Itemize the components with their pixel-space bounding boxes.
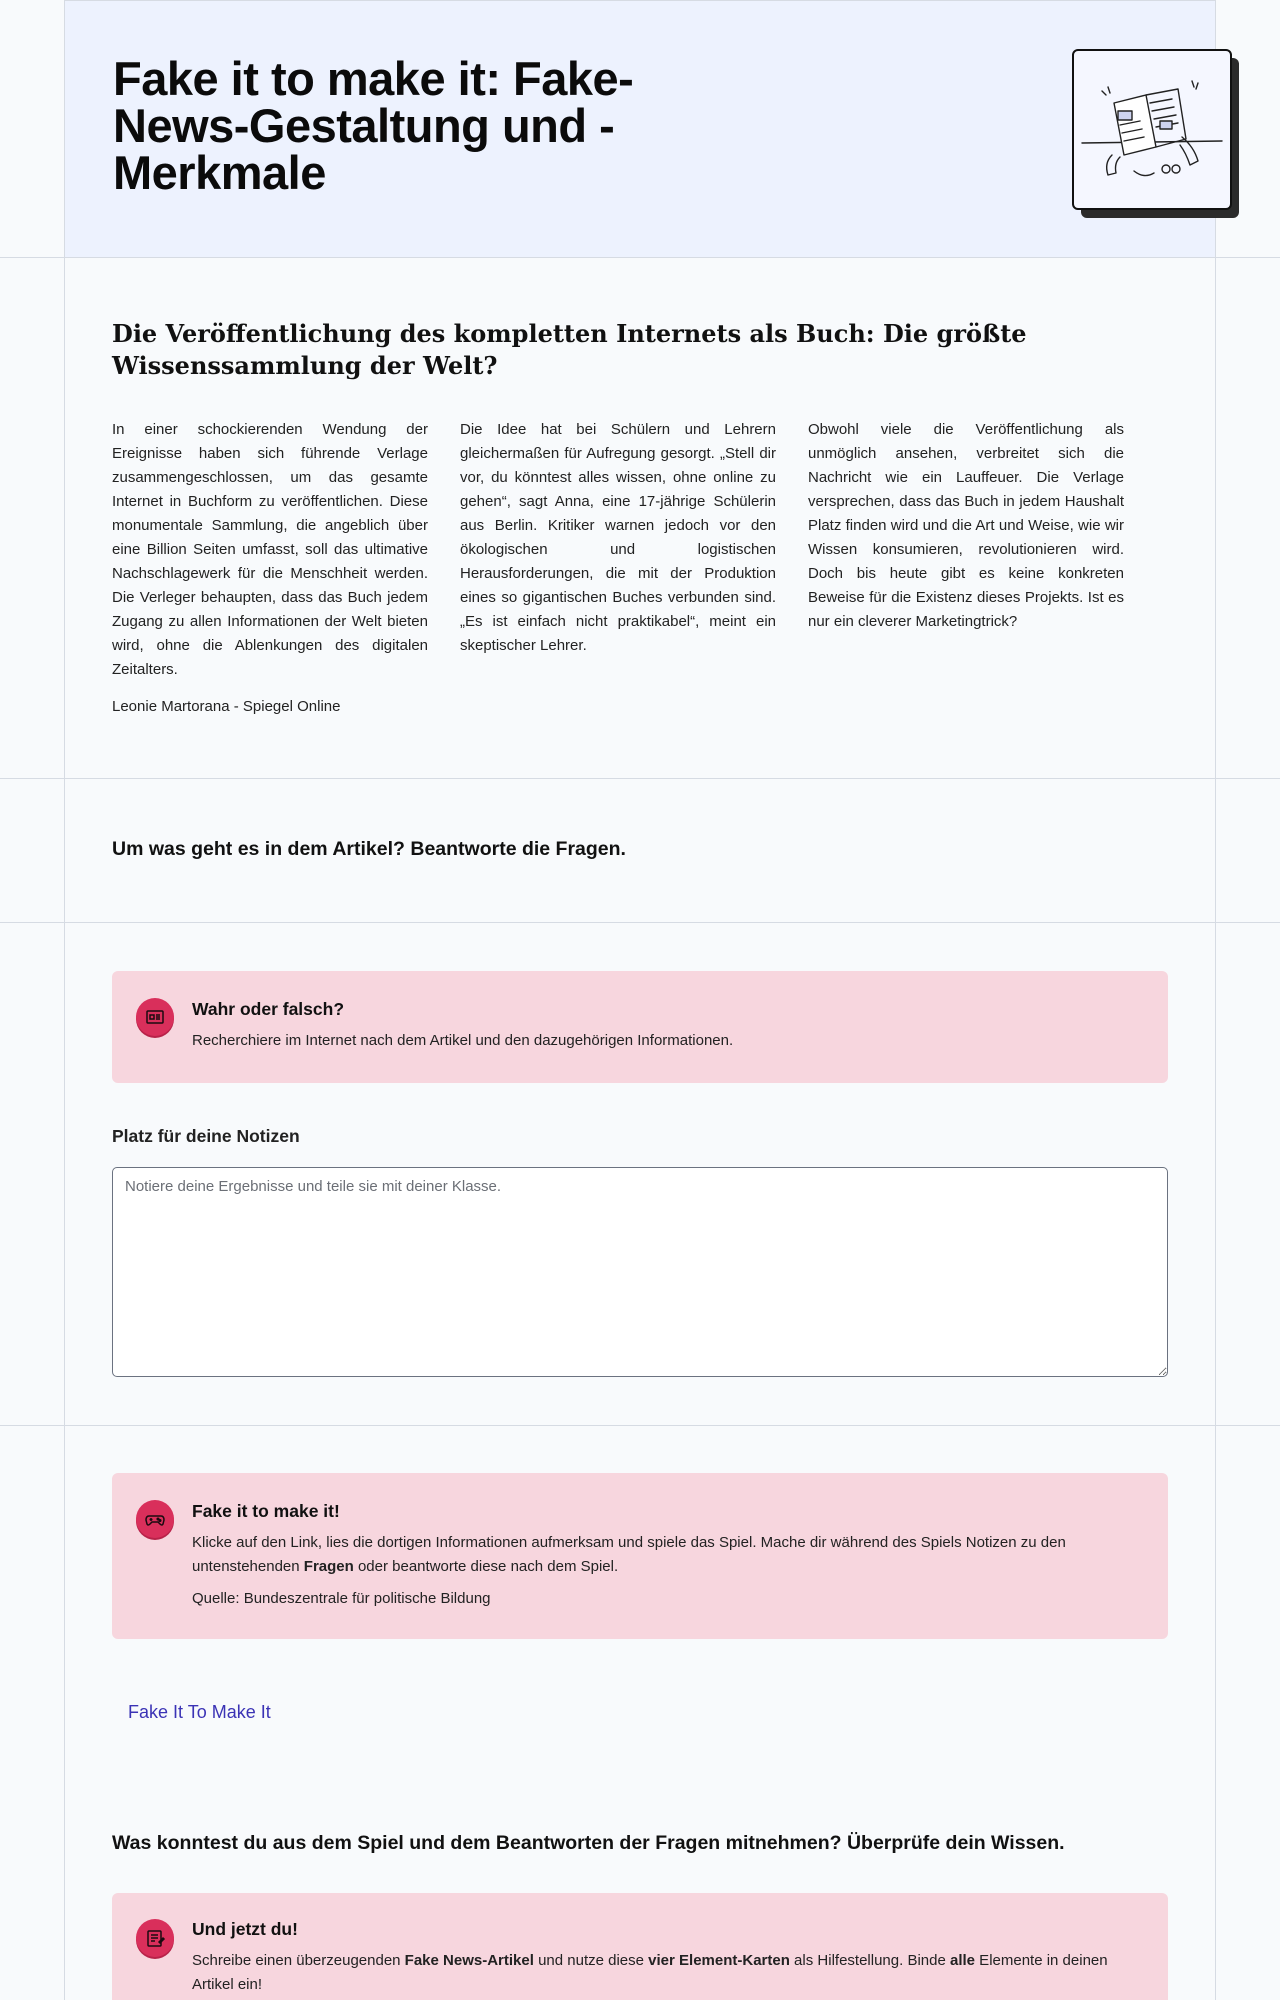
article-paragraph: In einer schockierenden Wendung der Ereignisse haben sich führende Verlage zusammengeschlossen, um das gesamte Internet in Buchform zu veröffentlichen. Diese monumentale Sammlung, die angeblich über eine Billion Seiten umfasst, soll das ultimative Nachschlagewerk für die Menschheit werden. Die Verleger behaupten, dass das Buch jedem Zugang zu allen Informationen der Welt bieten wird, ohne die Ablenkungen des digitalen Zeitalters. [112, 421, 428, 678]
article-paragraph: Die Idee hat bei Schülern und Lehrern gleichermaßen für Aufregung gesorgt. „Stell dir vor, du könntest alles wissen, ohne online zu gehen“, sagt Anna, eine 17-jährige Schülerin aus Berlin. Kritiker warnen jedoch vor den ökologischen und logistischen Herausforderungen, die mit der Produktion eines so gigantischen Buches verbunden sind. „Es ist einfach nicht praktikabel“, meint ein skeptischer Lehrer. [460, 421, 776, 654]
notes-label: Platz für deine Notizen [112, 1126, 300, 1146]
card-title: Und jetzt du! [192, 1919, 298, 1939]
divider [0, 778, 1280, 779]
card-title: Fake it to make it! [192, 1501, 340, 1521]
divider [0, 922, 1280, 923]
card-source: Quelle: Bundeszentrale für politische Bildung [192, 1590, 491, 1607]
info-card-game [112, 1473, 1168, 1639]
card-text-part: Schreibe einen überzeugenden [192, 1952, 405, 1969]
article-title: Die Veröffentlichung des kompletten Internets als Buch: Die größte Wissenssammlung der Welt? [112, 319, 1027, 380]
write-article-icon [136, 1919, 174, 1957]
card-text-bold: Fragen [303, 1558, 354, 1575]
right-grid-line [1215, 0, 1216, 2000]
card-text-bold: Fake News-Artikel [404, 1952, 534, 1969]
newspaper-reader-illustration [1072, 49, 1232, 210]
notes-textarea[interactable] [112, 1167, 1168, 1377]
card-text-part: Klicke auf den Link, lies die dortigen Informationen aufmerksam und spiele das Spiel. Mache dir während des Spiels Notizen zu den untenstehenden [192, 1534, 1066, 1575]
divider [0, 257, 1280, 258]
card-text-bold: vier Element-Karten [648, 1952, 790, 1969]
reflection-heading: Was konntest du aus dem Spiel und dem Beantworten der Fragen mitnehmen? Überprüfe dein Wissen. [112, 1832, 1065, 1854]
divider [0, 1425, 1280, 1426]
card-text-bold: alle [949, 1952, 976, 1969]
newspaper-icon [136, 998, 174, 1036]
card-text [192, 1949, 1124, 1997]
article-author: Leonie Martorana - Spiegel Online [112, 698, 341, 715]
info-card-true-false [112, 971, 1168, 1083]
left-grid-line [64, 0, 65, 2000]
card-text-part: oder beantworte diese nach dem Spiel. [353, 1558, 619, 1575]
page-header [65, 0, 1215, 257]
info-card-now-you [112, 1893, 1168, 2000]
card-text [192, 1531, 1124, 1579]
card-title: Wahr oder falsch? [192, 999, 345, 1019]
article-columns [112, 418, 1126, 682]
gamepad-icon [136, 1500, 174, 1538]
card-text: Recherchiere im Internet nach dem Artikel und den dazugehörigen Informationen. [192, 1032, 734, 1049]
game-link[interactable]: Fake It To Make It [128, 1702, 271, 1722]
card-text-part: und nutze diese [533, 1952, 649, 1969]
card-text-part: Elemente in deinen Artikel ein! [192, 1952, 1108, 1993]
questions-heading: Um was geht es in dem Artikel? Beantworte die Fragen. [112, 838, 626, 860]
card-text-part: als Hilfestellung. Binde [789, 1952, 950, 1969]
article-paragraph: Obwohl viele die Veröffentlichung als unmöglich ansehen, verbreitet sich die Nachricht wie ein Lauffeuer. Die Verlage versprechen, dass das Buch in jedem Haushalt Platz finden wird und die Art und Weise, wie wir Wissen konsumieren, revolutionieren wird. Doch bis heute gibt es keine konkreten Beweise für die Existenz dieses Projekts. Ist es nur ein cleverer Marketingtrick? [808, 421, 1124, 630]
page-title: Fake it to make it: Fake-News-Gestaltung und -Merkmale [113, 52, 634, 199]
